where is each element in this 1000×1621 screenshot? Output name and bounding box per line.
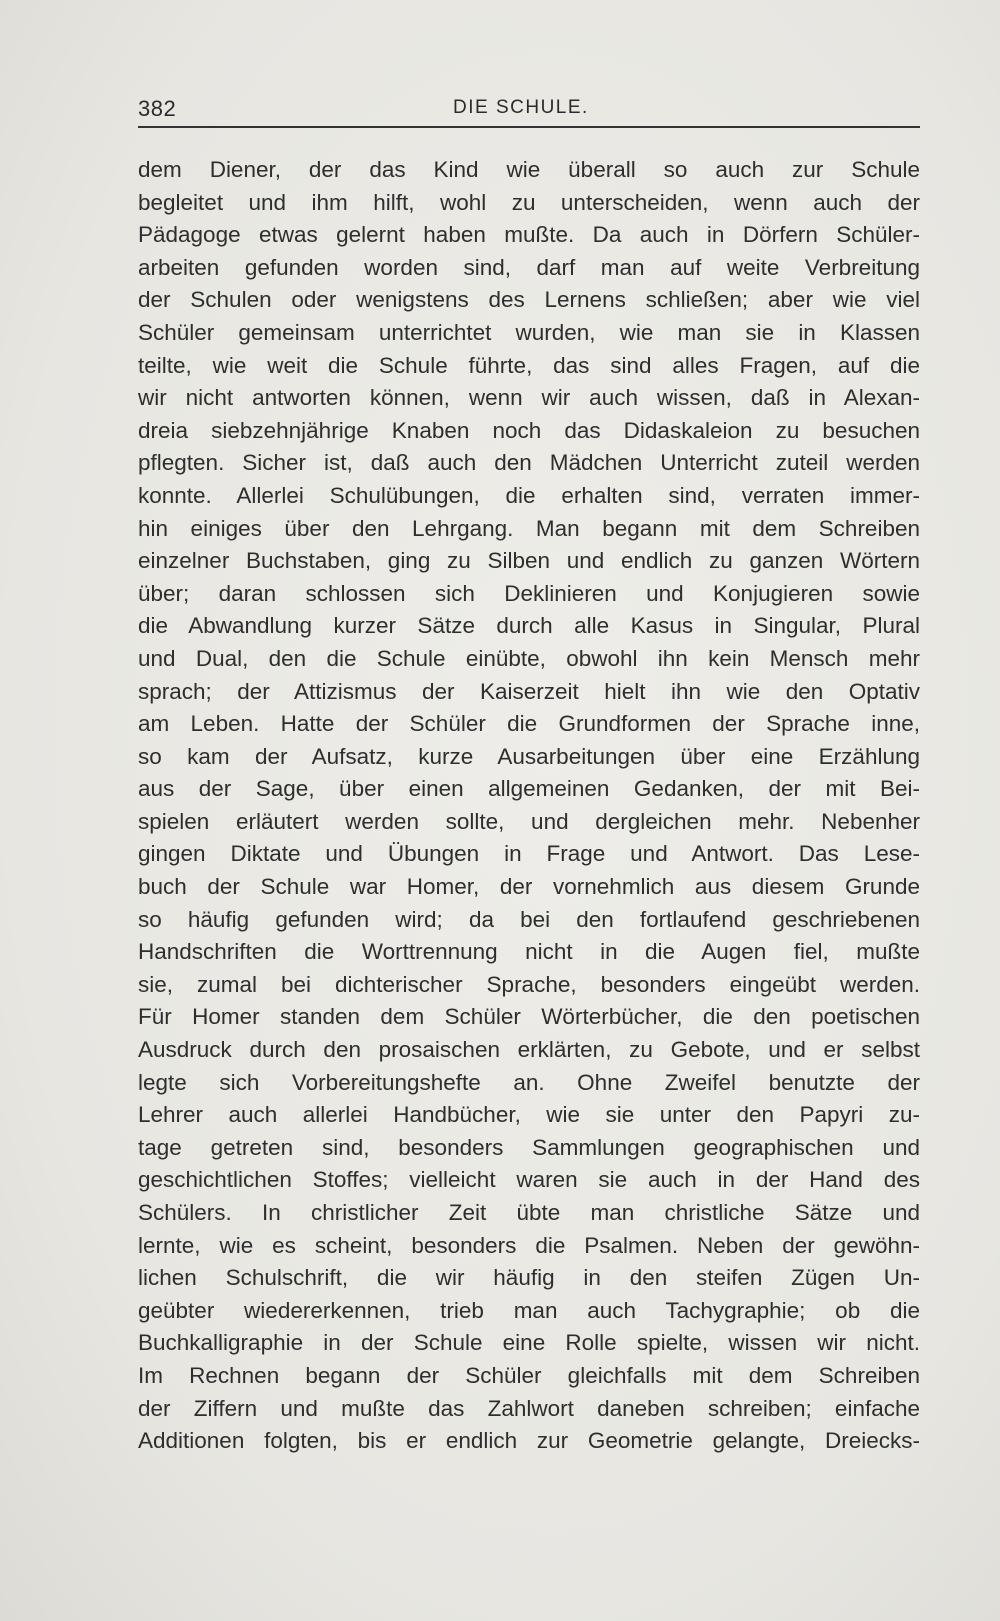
text-line: Pädagoge etwas gelernt haben mußte. Da auch in Dörfern Schüler- <box>138 222 920 248</box>
text-line: über; daran schlossen sich Deklinieren und Konjugieren sowie <box>138 580 920 606</box>
text-line: konnte. Allerlei Schulübungen, die erhalten sind, verraten immer- <box>138 482 920 508</box>
text-line: tage getreten sind, besonders Sammlungen geographischen und <box>138 1134 920 1160</box>
text-line: hin einiges über den Lehrgang. Man begann mit dem Schreiben <box>138 515 920 541</box>
page-number: 382 <box>138 96 177 121</box>
text-line: einzelner Buchstaben, ging zu Silben und endlich zu ganzen Wörtern <box>138 548 920 574</box>
text-line: sie, zumal bei dichterischer Sprache, besonders eingeübt werden. <box>138 971 920 997</box>
text-line: Schüler gemeinsam unterrichtet wurden, wie man sie in Klassen <box>138 319 920 345</box>
text-line: Schülers. In christlicher Zeit übte man christliche Sätze und <box>138 1200 920 1225</box>
text-line: die Abwandlung kurzer Sätze durch alle Kasus in Singular, Plural <box>138 613 920 639</box>
text-line: wir nicht antworten können, wenn wir auch wissen, daß in Alexan- <box>138 385 920 411</box>
text-line: und Dual, den die Schule einübte, obwohl ihn kein Mensch mehr <box>138 645 920 671</box>
running-title: DIE SCHULE. <box>453 97 589 118</box>
text-line: so häufig gefunden wird; da bei den fortlaufend geschriebenen <box>138 906 920 932</box>
text-line: der Ziffern und mußte das Zahlwort daneben schreiben; einfache <box>138 1395 920 1421</box>
text-line: am Leben. Hatte der Schüler die Grundformen der Sprache inne, <box>138 711 920 737</box>
text-line: buch der Schule war Homer, der vornehmlich aus diesem Grunde <box>138 874 920 900</box>
text-line: pflegten. Sicher ist, daß auch den Mädchen Unterricht zuteil werden <box>138 450 920 476</box>
text-line: Ausdruck durch den prosaischen erklärten, zu Gebote, und er selbst <box>138 1037 920 1063</box>
text-line: gingen Diktate und Übungen in Frage und Antwort. Das Lese- <box>138 841 920 867</box>
text-line: begleitet und ihm hilft, wohl zu unterscheiden, wenn auch der <box>138 189 920 215</box>
text-line: Im Rechnen begann der Schüler gleichfalls mit dem Schreiben <box>138 1362 920 1388</box>
text-line: der Schulen oder wenigstens des Lernens schließen; aber wie viel <box>138 287 920 313</box>
text-line: Für Homer standen dem Schüler Wörterbücher, die den poetischen <box>138 1004 920 1030</box>
text-line: legte sich Vorbereitungshefte an. Ohne Zweifel benutzte der <box>138 1069 920 1095</box>
body-text <box>138 154 920 1458</box>
text-line: spielen erläutert werden sollte, und dergleichen mehr. Nebenher <box>138 808 920 834</box>
text-line: Handschriften die Worttrennung nicht in die Augen fiel, mußte <box>138 939 920 965</box>
text-line: lichen Schulschrift, die wir häufig in den steifen Zügen Un- <box>138 1265 920 1291</box>
header-rule <box>138 126 920 128</box>
text-line: geübter wiedererkennen, trieb man auch Tachygraphie; ob die <box>138 1297 920 1323</box>
text-line: geschichtlichen Stoffes; vielleicht waren sie auch in der Hand des <box>138 1167 920 1193</box>
text-line: so kam der Aufsatz, kurze Ausarbeitungen über eine Erzählung <box>138 743 920 769</box>
text-line: arbeiten gefunden worden sind, darf man auf weite Verbreitung <box>138 254 920 280</box>
text-line: sprach; der Attizismus der Kaiserzeit hielt ihn wie den Optativ <box>138 678 920 704</box>
text-line: Additionen folgten, bis er endlich zur Geometrie gelangte, Dreiecks- <box>138 1428 920 1454</box>
text-line: teilte, wie weit die Schule führte, das sind alles Fragen, auf die <box>138 352 920 378</box>
text-line: Lehrer auch allerlei Handbücher, wie sie unter den Papyri zu- <box>138 1102 920 1128</box>
text-line: Buchkalligraphie in der Schule eine Rolle spielte, wissen wir nicht. <box>138 1330 920 1356</box>
text-line: dem Diener, der das Kind wie überall so auch zur Schule <box>138 157 920 182</box>
text-line: dreia siebzehnjährige Knaben noch das Didaskaleion zu besuchen <box>138 417 920 443</box>
page-header <box>138 96 920 126</box>
text-line: aus der Sage, über einen allgemeinen Gedanken, der mit Bei- <box>138 776 920 802</box>
text-line: lernte, wie es scheint, besonders die Psalmen. Neben der gewöhn- <box>138 1232 920 1258</box>
